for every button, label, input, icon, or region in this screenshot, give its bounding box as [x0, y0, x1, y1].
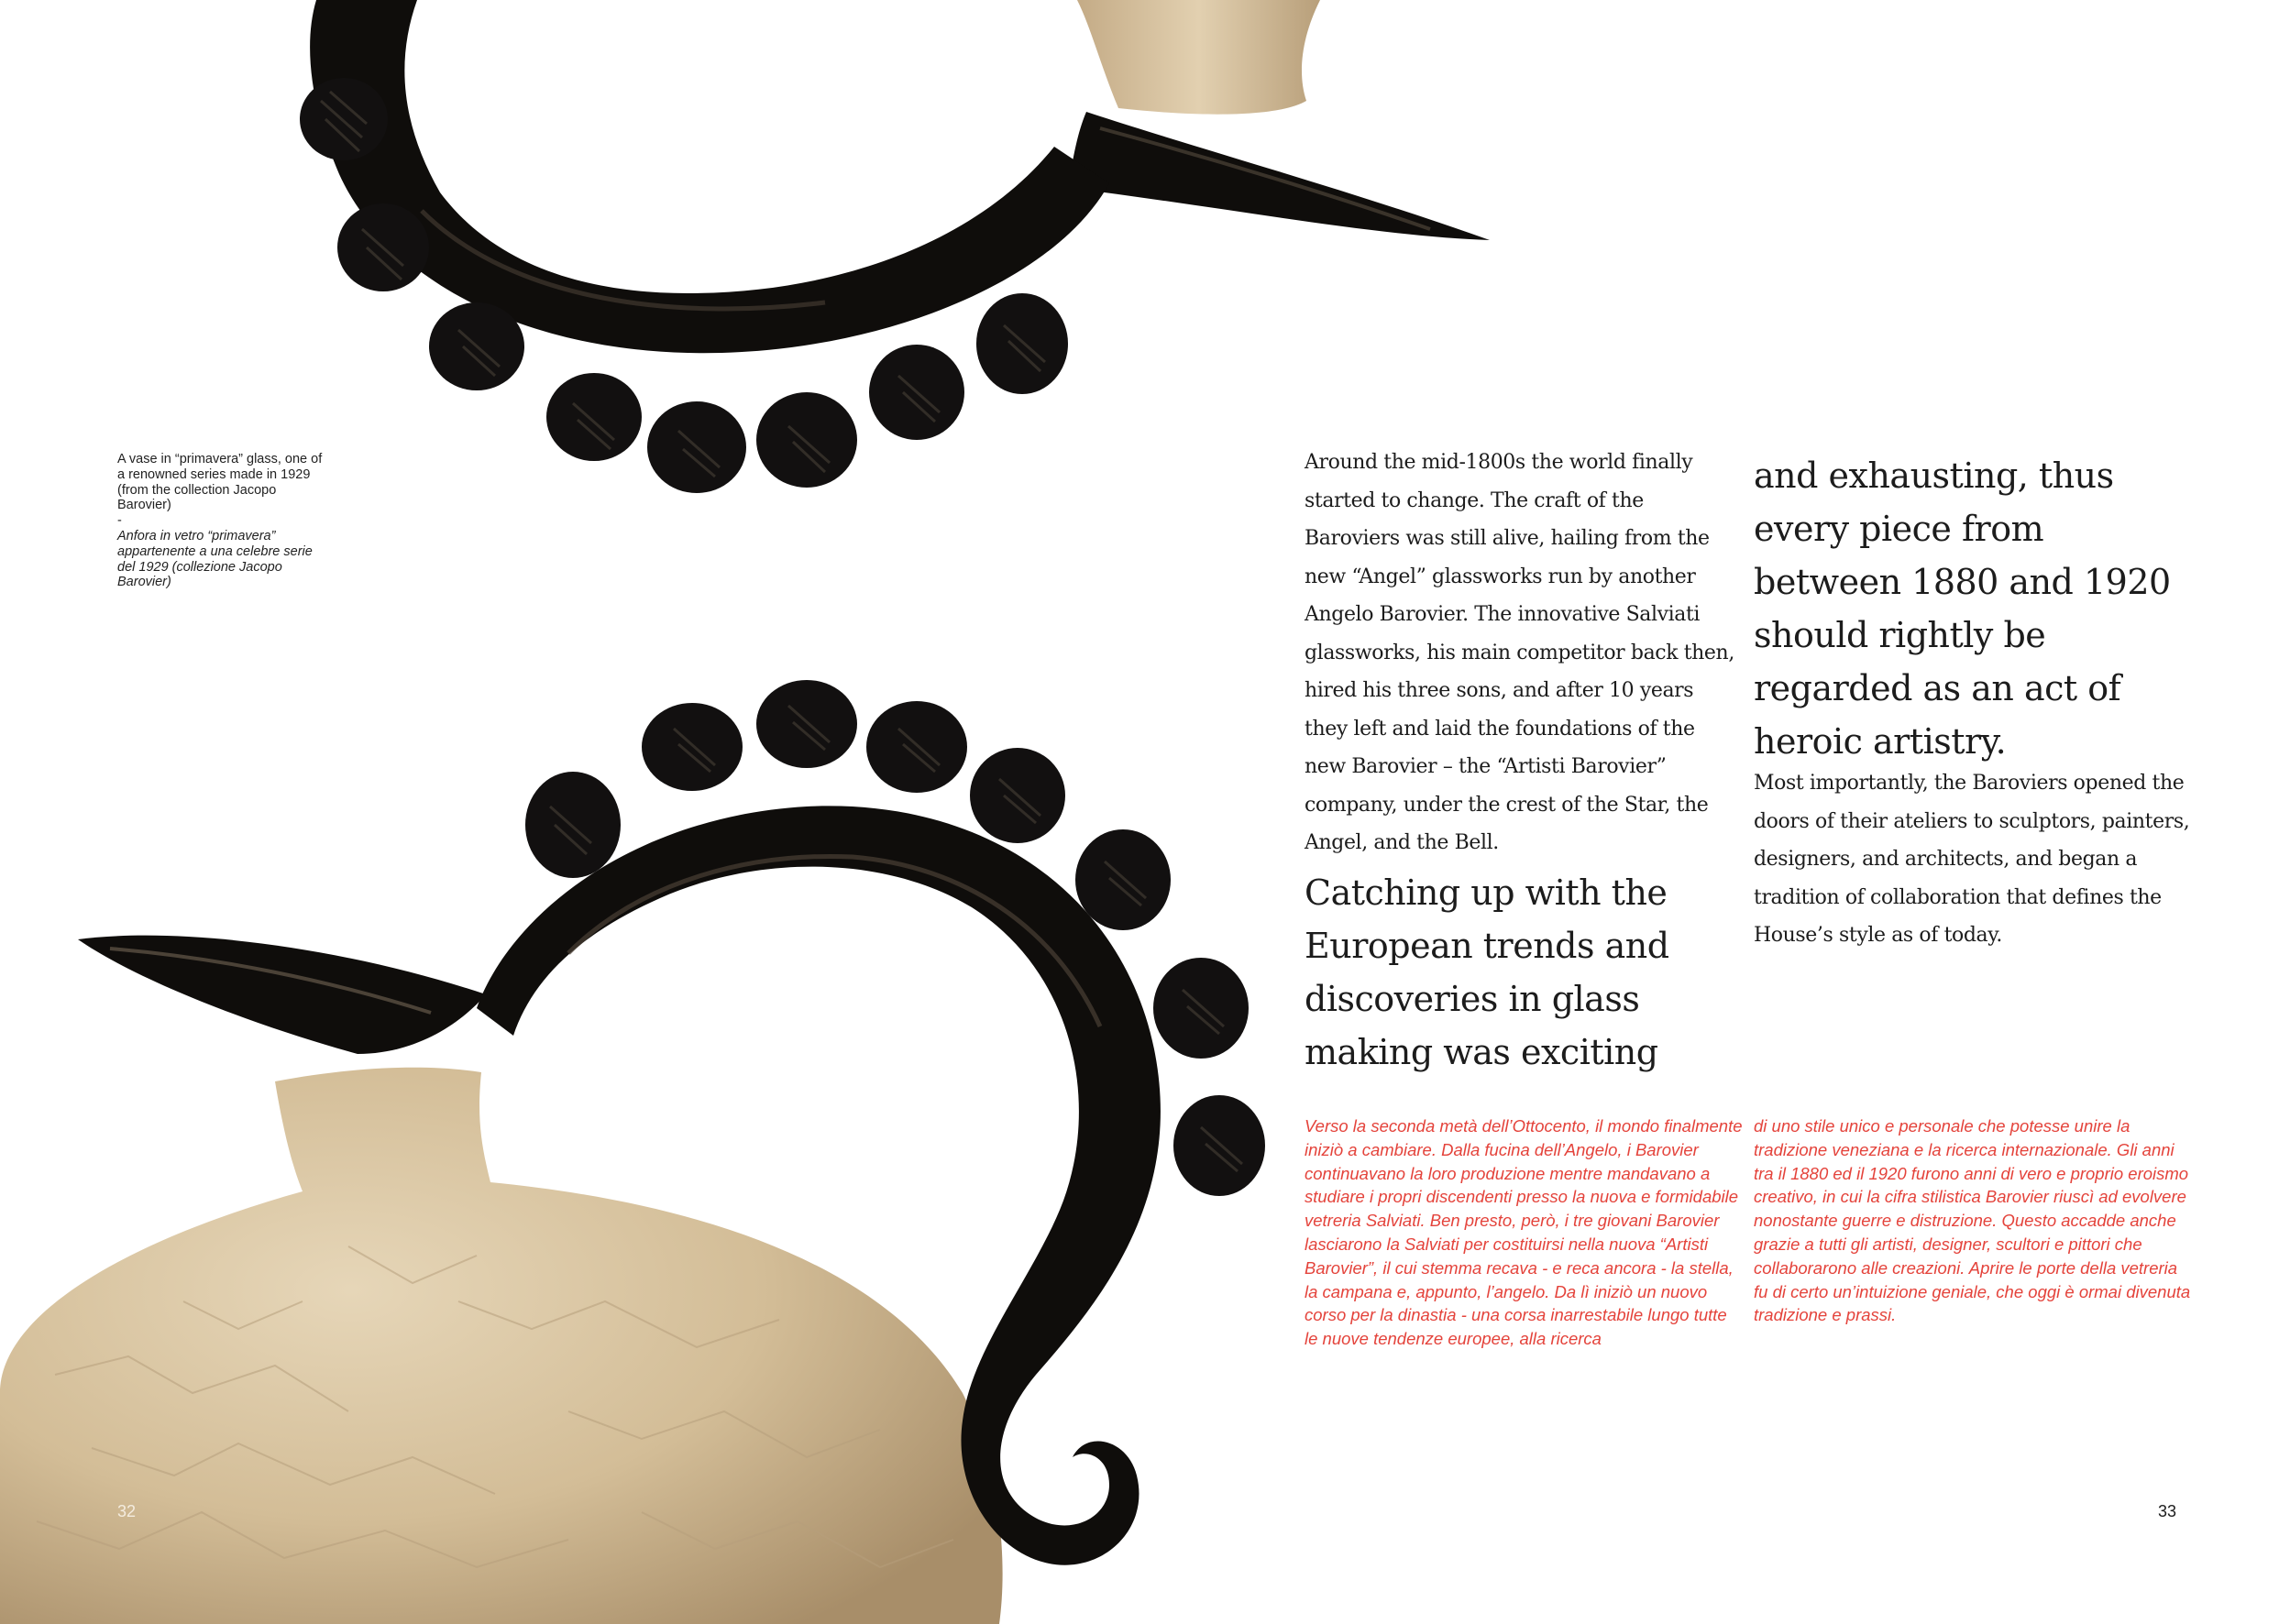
- caption-italian: Anfora in vetro “primavera” appartenente a una celebre serie del 1929 (collezione Jacopo Barovier): [117, 528, 313, 590]
- left-text-column: [1305, 444, 1735, 1079]
- right-text-column: [1754, 449, 2194, 955]
- italian-text-left: Verso la seconda metà dell’Ottocento, il mondo finalmente iniziò a cambiare. Dalla fucina dell’Angelo, i Barovier continuavano la loro produzione mentre mandavano a studiare i propri discendenti presso la nuova e formidabile vetreria Salviati. Ben presto, però, i tre giovani Barovier lasciarono la Salviati per costituirsi nella nuova “Artisti Barovier”, il cui stemma recava - e reca ancora - la stella, la campana e, appunto, l’angelo. Da lì iniziò un nuovo corso per la dinastia - una corsa inarrestabile lungo tutte le nuove tendenze europee, alla ricerca: [1305, 1116, 1743, 1349]
- page-number-right: 33: [2158, 1502, 2177, 1520]
- photo-caption: [117, 452, 328, 590]
- page-number-left: 32: [117, 1502, 137, 1520]
- bottom-vase: [0, 680, 1265, 1624]
- left-heading: Catching up with the European trends and discoveries in glass making was exciting: [1305, 872, 1669, 1072]
- left-body-text: Around the mid-1800s the world finally started to change. The craft of the Baroviers was still alive, hailing from the new “Angel” glassworks run by another Angelo Barovier. The innovative Salviati glassworks, his main competitor back then, hired his three sons, and after 10 years they left and laid the foundations of the new Barovier – the “Artisti Barovier” company, under the crest of the Star, the Angel, and the Bell.: [1305, 451, 1734, 854]
- italian-text-right: di uno stile unico e personale che potesse unire la tradizione veneziana e la ricerca internazionale. Gli anni tra il 1880 ed il 1920 furono anni di vero e proprio eroismo creativo, in cui la cifra stilistica Barovier riuscì ad evolvere nonostante guerre e distruzione. Questo accadde anche grazie a tutti gli artisti, designer, scultori e pittori che collaborarono alle creazioni. Aprire le porte della vetreria fu di certo un’intuizione geniale, che oggi è ormai divenuta tradizione e prassi.: [1754, 1116, 2191, 1325]
- right-heading: and exhausting, thus every piece from between 1880 and 1920 should rightly be regarded as an act of heroic artistry.: [1754, 455, 2171, 762]
- top-vase-fragment: [300, 0, 1490, 493]
- caption-separator: -: [117, 513, 122, 529]
- caption-english: A vase in “primavera” glass, one of a renowned series made in 1929 (from the collection Jacopo Barovier): [117, 452, 323, 513]
- right-body-text: Most importantly, the Baroviers opened the doors of their ateliers to sculptors, painters, designers, and architects, and began a tradition of collaboration that defines the House’s style as of today.: [1754, 772, 2190, 947]
